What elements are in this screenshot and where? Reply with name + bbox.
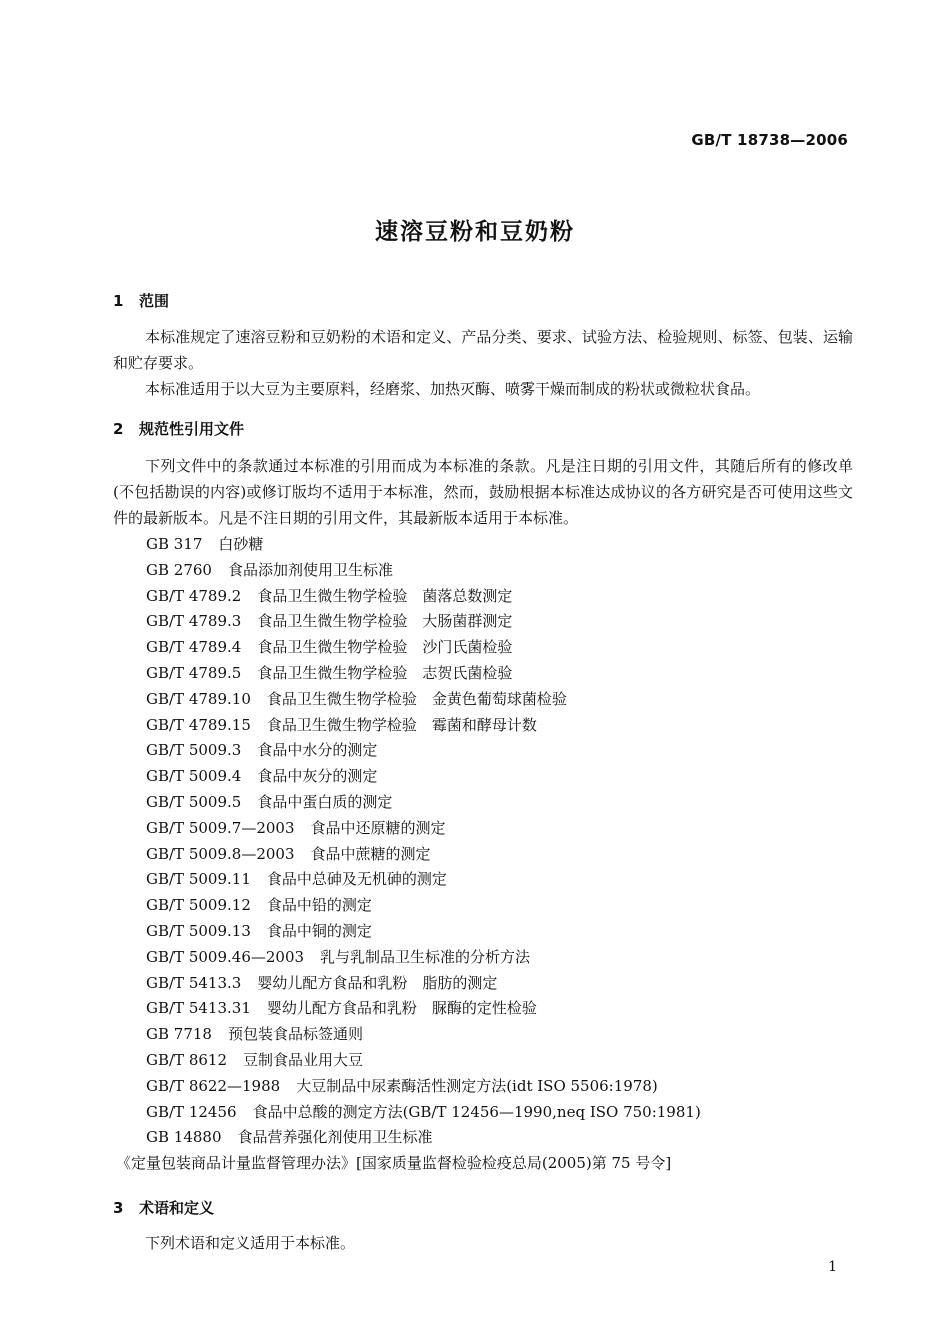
reference-code: GB/T 12456 bbox=[146, 1102, 237, 1121]
reference-item bbox=[146, 584, 701, 610]
reference-item bbox=[146, 867, 701, 893]
paragraph: 本标准规定了速溶豆粉和豆奶粉的术语和定义、产品分类、要求、试验方法、检验规则、标签、包装、运输和贮存要求。 bbox=[113, 328, 853, 372]
reference-code: GB/T 5009.8—2003 bbox=[146, 844, 295, 863]
reference-item bbox=[146, 1074, 701, 1100]
reference-item bbox=[146, 996, 701, 1022]
reference-item bbox=[146, 532, 701, 558]
reference-code: GB/T 4789.5 bbox=[146, 663, 242, 682]
reference-code: GB/T 5009.5 bbox=[146, 792, 242, 811]
section-heading-scope bbox=[113, 290, 169, 311]
reference-title: 预包装食品标签通则 bbox=[227, 1025, 363, 1044]
reference-code: GB/T 5009.11 bbox=[146, 870, 251, 889]
reference-code: GB/T 4789.15 bbox=[146, 715, 251, 734]
reference-code: GB 2760 bbox=[146, 560, 212, 579]
reference-code: GB 14880 bbox=[146, 1128, 222, 1147]
reference-title: 食品中蛋白质的测定 bbox=[257, 792, 393, 811]
reference-title: 食品中总砷及无机砷的测定 bbox=[266, 870, 447, 889]
page-number: 1 bbox=[828, 1259, 837, 1275]
reference-code: GB/T 4789.4 bbox=[146, 638, 242, 657]
paragraph: 下列术语和定义适用于本标准。 bbox=[145, 1234, 356, 1252]
reference-code: GB/T 5009.46—2003 bbox=[146, 947, 305, 966]
reference-list bbox=[116, 532, 701, 1177]
reference-item bbox=[146, 919, 701, 945]
reference-item bbox=[146, 1022, 701, 1048]
reference-title: 食品中蔗糖的测定 bbox=[310, 844, 431, 863]
section-title: 术语和定义 bbox=[139, 1199, 215, 1217]
reference-title: 食品卫生微生物学检验 金黄色葡萄球菌检验 bbox=[266, 689, 567, 708]
standard-code: GB/T 18738—2006 bbox=[691, 131, 848, 149]
reference-item bbox=[146, 687, 701, 713]
reference-code: GB/T 5009.7—2003 bbox=[146, 818, 295, 837]
reference-item bbox=[146, 764, 701, 790]
reference-title: 食品卫生微生物学检验 霉菌和酵母计数 bbox=[266, 715, 537, 734]
reference-item bbox=[146, 661, 701, 687]
reference-title: 食品中还原糖的测定 bbox=[310, 818, 446, 837]
reference-code: GB/T 5413.3 bbox=[146, 973, 242, 992]
reference-title: 豆制食品业用大豆 bbox=[243, 1050, 364, 1069]
reference-item bbox=[146, 945, 701, 971]
reference-item bbox=[146, 713, 701, 739]
document-title: 速溶豆粉和豆奶粉 bbox=[375, 219, 575, 245]
reference-item bbox=[146, 842, 701, 868]
reference-title: 《定量包装商品计量监督管理办法》[国家质量监督检验检疫总局(2005)第 75 号令] bbox=[116, 1154, 672, 1173]
reference-title: 食品中水分的测定 bbox=[257, 741, 378, 760]
section-number: 2 bbox=[113, 420, 124, 438]
reference-title: 食品卫生微生物学检验 菌落总数测定 bbox=[257, 586, 513, 605]
reference-code: GB/T 8622—1988 bbox=[146, 1076, 281, 1095]
section-heading-normative-references bbox=[113, 418, 244, 439]
reference-code: GB/T 5413.31 bbox=[146, 999, 251, 1018]
reference-item bbox=[146, 558, 701, 584]
reference-code: GB/T 4789.10 bbox=[146, 689, 251, 708]
reference-item bbox=[146, 1100, 701, 1126]
reference-title: 婴幼儿配方食品和乳粉 脂肪的测定 bbox=[257, 973, 498, 992]
reference-item bbox=[146, 1125, 701, 1151]
paragraph: 本标准适用于以大豆为主要原料，经磨浆、加热灭酶、喷雾干燥而制成的粉状或微粒状食品。 bbox=[145, 380, 761, 398]
reference-code: GB/T 5009.4 bbox=[146, 767, 242, 786]
reference-title: 食品卫生微生物学检验 志贺氏菌检验 bbox=[257, 663, 513, 682]
reference-item bbox=[146, 635, 701, 661]
reference-code: GB/T 5009.12 bbox=[146, 896, 251, 915]
reference-code: GB/T 8612 bbox=[146, 1050, 228, 1069]
reference-item bbox=[146, 971, 701, 997]
reference-title: 食品中总酸的测定方法(GB/T 12456—1990,neq ISO 750:1981) bbox=[252, 1102, 701, 1121]
reference-title: 大豆制品中尿素酶活性测定方法(idt ISO 5506:1978) bbox=[296, 1076, 658, 1095]
reference-item bbox=[116, 1151, 701, 1177]
reference-code: GB 317 bbox=[146, 535, 203, 553]
reference-title: 白砂糖 bbox=[218, 535, 264, 553]
reference-code: GB/T 4789.3 bbox=[146, 612, 242, 631]
reference-item bbox=[146, 893, 701, 919]
reference-item bbox=[146, 816, 701, 842]
reference-title: 食品中铜的测定 bbox=[266, 921, 372, 940]
reference-title: 婴幼儿配方食品和乳粉 脲酶的定性检验 bbox=[266, 999, 537, 1018]
section-number: 3 bbox=[113, 1199, 124, 1217]
reference-item bbox=[146, 1048, 701, 1074]
reference-item bbox=[146, 738, 701, 764]
reference-code: GB/T 5009.3 bbox=[146, 741, 242, 760]
reference-title: 食品卫生微生物学检验 大肠菌群测定 bbox=[257, 612, 513, 631]
reference-title: 食品中铅的测定 bbox=[266, 896, 372, 915]
section-title: 规范性引用文件 bbox=[139, 420, 245, 438]
reference-code: GB/T 4789.2 bbox=[146, 586, 242, 605]
reference-code: GB 7718 bbox=[146, 1025, 212, 1044]
reference-title: 食品营养强化剂使用卫生标准 bbox=[237, 1128, 433, 1147]
paragraph: 下列文件中的条款通过本标准的引用而成为本标准的条款。凡是注日期的引用文件，其随后所有的修改单(不包括勘误的内容)或修订版均不适用于本标准，然而，鼓励根据本标准达成协议的各方研究是否可使用这些文件的最新版本。凡是不注日期的引用文件，其最新版本适用于本标准。 bbox=[113, 457, 853, 527]
reference-title: 食品添加剂使用卫生标准 bbox=[227, 560, 393, 579]
section-heading-terms-and-definitions bbox=[113, 1197, 214, 1218]
section-title: 范围 bbox=[139, 292, 170, 310]
reference-title: 乳与乳制品卫生标准的分析方法 bbox=[320, 947, 531, 966]
reference-title: 食品中灰分的测定 bbox=[257, 767, 378, 786]
reference-item bbox=[146, 609, 701, 635]
reference-title: 食品卫生微生物学检验 沙门氏菌检验 bbox=[257, 638, 513, 657]
section-number: 1 bbox=[113, 292, 124, 310]
reference-item bbox=[146, 790, 701, 816]
reference-code: GB/T 5009.13 bbox=[146, 921, 251, 940]
